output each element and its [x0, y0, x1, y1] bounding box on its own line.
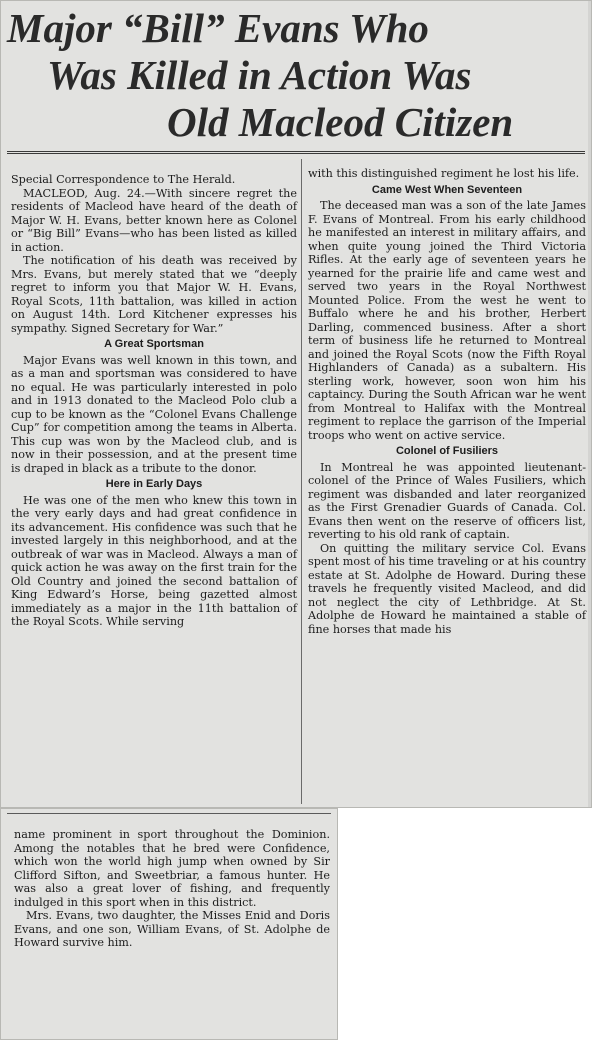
article-paragraph: name prominent in sport throughout the Dominion. Among the notables that he bred were Confidence, which won the world high jump when owned by Sir Clifford Sifton, and Sweetbriar, a famous hunter. He was also a great lover of fishing, and frequently indulged in this sport when in this district.: [14, 828, 330, 909]
left-column: [11, 173, 297, 629]
headline-rule: [7, 151, 585, 154]
article-paragraph: The notification of his death was received by Mrs. Evans, but merely stated that we “deeply regret to inform you that Major W. H. Evans, Royal Scots, 11th battalion, was killed in action on August 14th. Lord Kitchener expresses his sympathy. Signed Secretary for War.”: [11, 254, 297, 335]
article-paragraph: MACLEOD, Aug. 24.—With sincere regret the residents of Macleod have heard of the death of Major W. H. Evans, better known here as Colonel or “Big Bill” Evans—who has been listed as killed in action.: [11, 186, 297, 254]
article-paragraph: Major Evans was well known in this town, and as a man and sportsman was considered to have no equal. He was particularly interested in polo and in 1913 donated to the Macleod Polo club a cup to be known as the “Colonel Evans Challenge Cup” for competition among the teams in Alberta. This cup was won by the Macleod club, and is now in their possession, and at the present time is draped in black as a tribute to the donor.: [11, 353, 297, 475]
article-paragraph: In Montreal he was appointed lieutenant-colonel of the Prince of Wales Fusiliers, which regiment was disbanded and later reorganized as the First Grenadier Guards of Canada. Col. Evans then went on the reserve of officers list, reverting to his old rank of captain.: [308, 460, 586, 541]
article-paragraph: He was one of the men who knew this town in the very early days and had great confidence in its advancement. His confidence was such that he invested largely in this neighborhood, and at the outbreak of war was in Macleod. Always a man of quick action he was away on the first train for the Old Country and joined the second battalion of King Edward’s Horse, being gazetted almost immediately as a major in the 11th battalion of the Royal Scots. While serving: [11, 493, 297, 628]
adjacent-article-edge: [588, 1, 592, 808]
continuation-column: [14, 828, 330, 950]
subheading-colonel-of-fusiliers: Colonel of Fusiliers: [395, 445, 499, 457]
subheading-early-days: Here in Early Days: [105, 478, 203, 490]
article-paragraph: Mrs. Evans, two daughter, the Misses Enid and Doris Evans, and one son, William Evans, of St. Adolphe de Howard survive him.: [14, 909, 330, 949]
subheading-came-west: Came West When Seventeen: [371, 183, 523, 196]
right-column: [308, 167, 586, 636]
subheading-great-sportsman: A Great Sportsman: [104, 338, 204, 350]
headline-line-3: Old Macleod Citizen: [167, 99, 514, 145]
article-paragraph: The deceased man was a son of the late James F. Evans of Montreal. From his early childhood he manifested an interest in military affairs, and when quite young joined the Third Victoria Rifles. At the early age of seventeen years he yearned for the prairie life and came west and served two years in the Royal Northwest Mounted Police. From the west he went to Buffalo where he and his brother, Herbert Darling, commenced business. After a short term of business life he returned to Montreal and joined the Royal Scots (now the Fifth Royal Highlanders of Canada) as a subaltern. His sterling work, however, soon won him his captaincy. During the South African war he went from Montreal to Halifax with the Montreal regiment to replace the garrison of the Imperial troops who went on active service.: [308, 199, 586, 442]
headline: [7, 5, 585, 146]
headline-line-2: Was Killed in Action Was: [47, 52, 472, 98]
correspondence-credit: Special Correspondence to The Herald.: [11, 173, 236, 186]
column-divider: [301, 159, 302, 804]
headline-line-1: Major “Bill” Evans Who: [7, 5, 429, 51]
article-paragraph: with this distinguished regiment he lost his life.: [308, 167, 580, 180]
article-paragraph: On quitting the military service Col. Evans spent most of his time traveling or at his country estate at St. Adolphe de Howard. During these travels he frequently visited Macleod, and did not neglect the city of Lethbridge. At St. Adolphe de Howard he maintained a stable of fine horses that made his: [308, 541, 586, 636]
continuation-rule: [7, 813, 331, 814]
